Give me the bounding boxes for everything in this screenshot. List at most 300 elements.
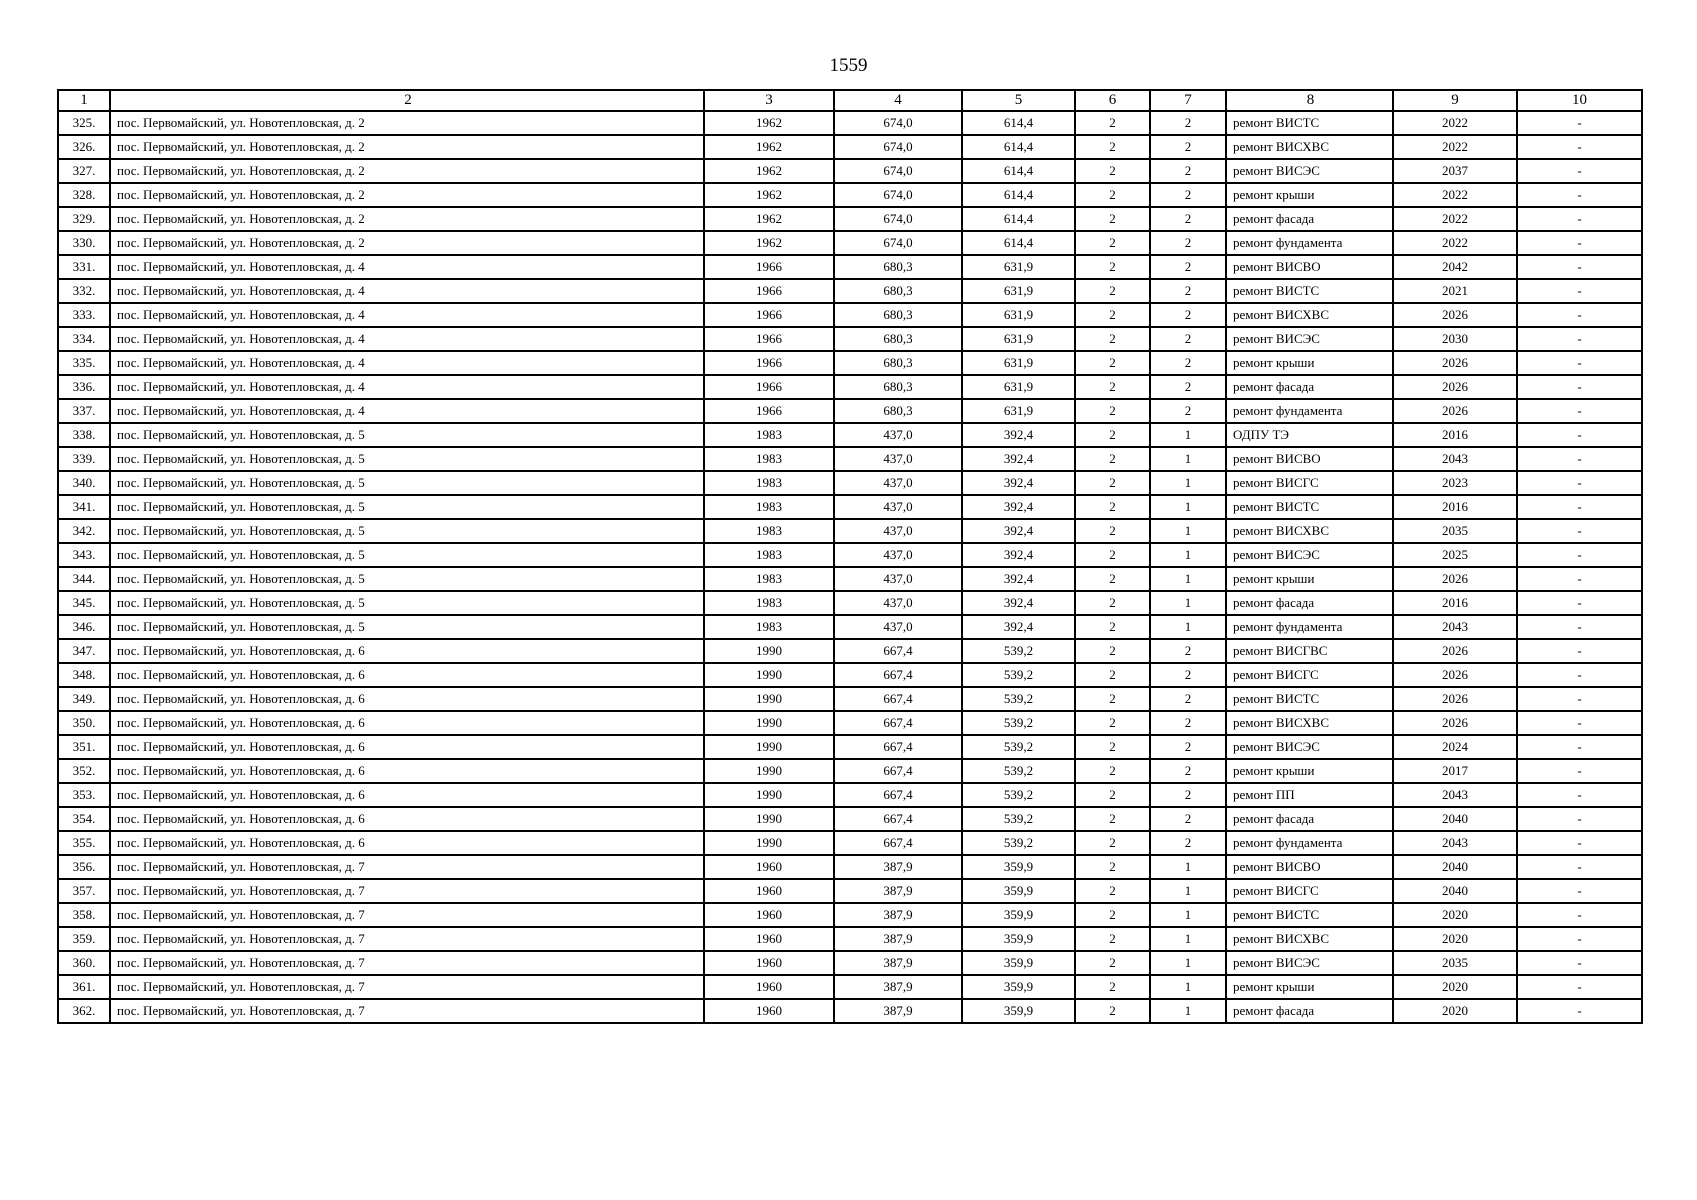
table-row	[58, 783, 1642, 807]
cell-build-year: 1983	[704, 471, 834, 495]
cell-entrances: 2	[1150, 783, 1226, 807]
cell-note: -	[1517, 615, 1642, 639]
cell-entrances: 1	[1150, 543, 1226, 567]
cell-work-type: ремонт ПП	[1226, 783, 1393, 807]
cell-total-area: 437,0	[834, 495, 962, 519]
cell-plan-year: 2020	[1393, 975, 1517, 999]
cell-floors: 2	[1075, 999, 1150, 1023]
cell-work-type: ремонт ВИСТС	[1226, 687, 1393, 711]
cell-address: пос. Первомайский, ул. Новотепловская, д. 7	[110, 927, 704, 951]
table-row	[58, 159, 1642, 183]
table-row	[58, 615, 1642, 639]
cell-work-type: ремонт ВИСЭС	[1226, 543, 1393, 567]
cell-plan-year: 2022	[1393, 183, 1517, 207]
cell-build-year: 1960	[704, 903, 834, 927]
cell-row-number: 327.	[58, 159, 110, 183]
cell-note: -	[1517, 639, 1642, 663]
cell-living-area: 539,2	[962, 759, 1075, 783]
cell-note: -	[1517, 591, 1642, 615]
cell-address: пос. Первомайский, ул. Новотепловская, д. 4	[110, 327, 704, 351]
cell-build-year: 1990	[704, 735, 834, 759]
cell-total-area: 667,4	[834, 687, 962, 711]
cell-address: пос. Первомайский, ул. Новотепловская, д. 5	[110, 423, 704, 447]
cell-note: -	[1517, 111, 1642, 135]
cell-total-area: 437,0	[834, 447, 962, 471]
cell-plan-year: 2026	[1393, 351, 1517, 375]
cell-note: -	[1517, 975, 1642, 999]
cell-build-year: 1983	[704, 591, 834, 615]
cell-plan-year: 2016	[1393, 495, 1517, 519]
table-row	[58, 303, 1642, 327]
cell-plan-year: 2043	[1393, 447, 1517, 471]
table-row	[58, 207, 1642, 231]
cell-living-area: 614,4	[962, 159, 1075, 183]
cell-living-area: 631,9	[962, 351, 1075, 375]
cell-plan-year: 2040	[1393, 855, 1517, 879]
cell-build-year: 1962	[704, 207, 834, 231]
cell-plan-year: 2043	[1393, 831, 1517, 855]
cell-address: пос. Первомайский, ул. Новотепловская, д. 7	[110, 879, 704, 903]
cell-build-year: 1990	[704, 783, 834, 807]
table-row	[58, 759, 1642, 783]
cell-build-year: 1960	[704, 951, 834, 975]
cell-note: -	[1517, 879, 1642, 903]
cell-note: -	[1517, 495, 1642, 519]
cell-work-type: ремонт ВИСВО	[1226, 447, 1393, 471]
cell-row-number: 334.	[58, 327, 110, 351]
cell-plan-year: 2020	[1393, 927, 1517, 951]
cell-plan-year: 2043	[1393, 615, 1517, 639]
cell-plan-year: 2022	[1393, 207, 1517, 231]
cell-row-number: 358.	[58, 903, 110, 927]
cell-row-number: 361.	[58, 975, 110, 999]
column-header-10: 10	[1517, 90, 1642, 111]
cell-note: -	[1517, 687, 1642, 711]
cell-living-area: 539,2	[962, 711, 1075, 735]
cell-entrances: 1	[1150, 999, 1226, 1023]
cell-entrances: 2	[1150, 831, 1226, 855]
cell-build-year: 1983	[704, 519, 834, 543]
cell-row-number: 340.	[58, 471, 110, 495]
table-row	[58, 495, 1642, 519]
cell-work-type: ремонт фасада	[1226, 807, 1393, 831]
column-header-9: 9	[1393, 90, 1517, 111]
table-row	[58, 639, 1642, 663]
cell-living-area: 631,9	[962, 375, 1075, 399]
cell-work-type: ремонт ВИСХВС	[1226, 711, 1393, 735]
cell-living-area: 631,9	[962, 255, 1075, 279]
cell-build-year: 1990	[704, 759, 834, 783]
cell-entrances: 2	[1150, 687, 1226, 711]
cell-entrances: 1	[1150, 447, 1226, 471]
cell-entrances: 2	[1150, 375, 1226, 399]
cell-note: -	[1517, 327, 1642, 351]
cell-address: пос. Первомайский, ул. Новотепловская, д. 6	[110, 783, 704, 807]
cell-living-area: 359,9	[962, 999, 1075, 1023]
cell-floors: 2	[1075, 807, 1150, 831]
cell-address: пос. Первомайский, ул. Новотепловская, д. 7	[110, 951, 704, 975]
table-row	[58, 591, 1642, 615]
table-row	[58, 183, 1642, 207]
cell-floors: 2	[1075, 351, 1150, 375]
cell-total-area: 667,4	[834, 831, 962, 855]
cell-note: -	[1517, 831, 1642, 855]
cell-work-type: ремонт ВИСТС	[1226, 279, 1393, 303]
cell-plan-year: 2022	[1393, 135, 1517, 159]
column-header-1: 1	[58, 90, 110, 111]
cell-build-year: 1966	[704, 399, 834, 423]
cell-living-area: 631,9	[962, 399, 1075, 423]
cell-floors: 2	[1075, 735, 1150, 759]
cell-work-type: ремонт ВИСТС	[1226, 111, 1393, 135]
cell-row-number: 346.	[58, 615, 110, 639]
cell-note: -	[1517, 207, 1642, 231]
cell-note: -	[1517, 735, 1642, 759]
column-header-4: 4	[834, 90, 962, 111]
cell-address: пос. Первомайский, ул. Новотепловская, д. 5	[110, 447, 704, 471]
cell-entrances: 2	[1150, 351, 1226, 375]
table-row	[58, 519, 1642, 543]
cell-note: -	[1517, 423, 1642, 447]
cell-note: -	[1517, 543, 1642, 567]
cell-row-number: 349.	[58, 687, 110, 711]
cell-living-area: 539,2	[962, 663, 1075, 687]
cell-living-area: 539,2	[962, 639, 1075, 663]
cell-row-number: 325.	[58, 111, 110, 135]
cell-entrances: 2	[1150, 183, 1226, 207]
cell-work-type: ремонт ВИСЭС	[1226, 327, 1393, 351]
cell-total-area: 674,0	[834, 183, 962, 207]
cell-row-number: 335.	[58, 351, 110, 375]
cell-plan-year: 2021	[1393, 279, 1517, 303]
cell-address: пос. Первомайский, ул. Новотепловская, д. 6	[110, 759, 704, 783]
cell-living-area: 392,4	[962, 519, 1075, 543]
cell-address: пос. Первомайский, ул. Новотепловская, д. 6	[110, 639, 704, 663]
cell-floors: 2	[1075, 711, 1150, 735]
cell-plan-year: 2026	[1393, 567, 1517, 591]
cell-living-area: 359,9	[962, 879, 1075, 903]
cell-plan-year: 2026	[1393, 303, 1517, 327]
cell-total-area: 387,9	[834, 855, 962, 879]
cell-note: -	[1517, 663, 1642, 687]
cell-work-type: ремонт ВИСГС	[1226, 471, 1393, 495]
cell-row-number: 331.	[58, 255, 110, 279]
cell-note: -	[1517, 999, 1642, 1023]
cell-work-type: ремонт фасада	[1226, 591, 1393, 615]
cell-living-area: 392,4	[962, 615, 1075, 639]
cell-build-year: 1962	[704, 231, 834, 255]
cell-living-area: 392,4	[962, 543, 1075, 567]
table-row	[58, 231, 1642, 255]
cell-address: пос. Первомайский, ул. Новотепловская, д. 5	[110, 543, 704, 567]
cell-total-area: 680,3	[834, 351, 962, 375]
cell-work-type: ремонт крыши	[1226, 351, 1393, 375]
cell-address: пос. Первомайский, ул. Новотепловская, д. 6	[110, 711, 704, 735]
cell-address: пос. Первомайский, ул. Новотепловская, д. 6	[110, 735, 704, 759]
cell-floors: 2	[1075, 567, 1150, 591]
cell-floors: 2	[1075, 615, 1150, 639]
cell-build-year: 1983	[704, 447, 834, 471]
repair-schedule-table	[57, 89, 1643, 1024]
cell-address: пос. Первомайский, ул. Новотепловская, д. 5	[110, 519, 704, 543]
cell-row-number: 328.	[58, 183, 110, 207]
cell-note: -	[1517, 567, 1642, 591]
cell-work-type: ремонт ВИСТС	[1226, 495, 1393, 519]
cell-total-area: 667,4	[834, 663, 962, 687]
cell-build-year: 1960	[704, 879, 834, 903]
cell-floors: 2	[1075, 279, 1150, 303]
cell-work-type: ремонт ВИСГВС	[1226, 639, 1393, 663]
cell-work-type: ремонт ВИСГС	[1226, 879, 1393, 903]
cell-build-year: 1990	[704, 687, 834, 711]
table-row	[58, 351, 1642, 375]
cell-plan-year: 2026	[1393, 687, 1517, 711]
cell-note: -	[1517, 951, 1642, 975]
cell-floors: 2	[1075, 543, 1150, 567]
cell-build-year: 1990	[704, 663, 834, 687]
cell-floors: 2	[1075, 231, 1150, 255]
cell-build-year: 1962	[704, 111, 834, 135]
cell-living-area: 539,2	[962, 687, 1075, 711]
cell-note: -	[1517, 471, 1642, 495]
table-row	[58, 543, 1642, 567]
cell-build-year: 1983	[704, 567, 834, 591]
cell-entrances: 2	[1150, 207, 1226, 231]
cell-entrances: 2	[1150, 231, 1226, 255]
cell-build-year: 1966	[704, 327, 834, 351]
cell-build-year: 1962	[704, 135, 834, 159]
cell-total-area: 667,4	[834, 783, 962, 807]
cell-living-area: 631,9	[962, 327, 1075, 351]
cell-entrances: 1	[1150, 519, 1226, 543]
cell-entrances: 1	[1150, 951, 1226, 975]
cell-work-type: ремонт крыши	[1226, 567, 1393, 591]
cell-living-area: 614,4	[962, 231, 1075, 255]
cell-plan-year: 2016	[1393, 591, 1517, 615]
cell-work-type: ремонт крыши	[1226, 975, 1393, 999]
cell-row-number: 330.	[58, 231, 110, 255]
cell-build-year: 1990	[704, 639, 834, 663]
cell-work-type: ремонт ВИСЭС	[1226, 951, 1393, 975]
cell-entrances: 1	[1150, 423, 1226, 447]
cell-floors: 2	[1075, 303, 1150, 327]
cell-plan-year: 2042	[1393, 255, 1517, 279]
cell-row-number: 345.	[58, 591, 110, 615]
cell-build-year: 1960	[704, 927, 834, 951]
cell-build-year: 1960	[704, 999, 834, 1023]
cell-build-year: 1990	[704, 711, 834, 735]
cell-row-number: 354.	[58, 807, 110, 831]
table-row	[58, 111, 1642, 135]
cell-work-type: ремонт ВИСХВС	[1226, 135, 1393, 159]
cell-address: пос. Первомайский, ул. Новотепловская, д. 2	[110, 159, 704, 183]
cell-entrances: 2	[1150, 279, 1226, 303]
cell-work-type: ремонт ВИСВО	[1226, 855, 1393, 879]
cell-row-number: 352.	[58, 759, 110, 783]
cell-total-area: 667,4	[834, 639, 962, 663]
column-header-6: 6	[1075, 90, 1150, 111]
cell-work-type: ремонт фундамента	[1226, 831, 1393, 855]
cell-address: пос. Первомайский, ул. Новотепловская, д. 7	[110, 999, 704, 1023]
cell-plan-year: 2020	[1393, 999, 1517, 1023]
cell-entrances: 1	[1150, 615, 1226, 639]
table-row	[58, 327, 1642, 351]
cell-row-number: 341.	[58, 495, 110, 519]
cell-total-area: 437,0	[834, 567, 962, 591]
cell-build-year: 1966	[704, 375, 834, 399]
cell-total-area: 387,9	[834, 879, 962, 903]
cell-entrances: 1	[1150, 975, 1226, 999]
cell-total-area: 437,0	[834, 423, 962, 447]
cell-living-area: 539,2	[962, 783, 1075, 807]
cell-total-area: 667,4	[834, 759, 962, 783]
cell-plan-year: 2040	[1393, 807, 1517, 831]
cell-plan-year: 2020	[1393, 903, 1517, 927]
table-row	[58, 375, 1642, 399]
cell-living-area: 539,2	[962, 831, 1075, 855]
column-header-8: 8	[1226, 90, 1393, 111]
cell-floors: 2	[1075, 855, 1150, 879]
cell-build-year: 1983	[704, 423, 834, 447]
cell-row-number: 339.	[58, 447, 110, 471]
cell-note: -	[1517, 399, 1642, 423]
header-row	[58, 90, 1642, 111]
cell-plan-year: 2026	[1393, 711, 1517, 735]
cell-row-number: 359.	[58, 927, 110, 951]
cell-address: пос. Первомайский, ул. Новотепловская, д. 6	[110, 807, 704, 831]
cell-build-year: 1983	[704, 615, 834, 639]
cell-entrances: 2	[1150, 807, 1226, 831]
table-row	[58, 255, 1642, 279]
cell-work-type: ремонт фасада	[1226, 207, 1393, 231]
cell-build-year: 1990	[704, 807, 834, 831]
cell-note: -	[1517, 711, 1642, 735]
cell-living-area: 631,9	[962, 279, 1075, 303]
table-row	[58, 927, 1642, 951]
cell-total-area: 437,0	[834, 543, 962, 567]
cell-note: -	[1517, 183, 1642, 207]
cell-total-area: 387,9	[834, 999, 962, 1023]
cell-address: пос. Первомайский, ул. Новотепловская, д. 2	[110, 207, 704, 231]
cell-address: пос. Первомайский, ул. Новотепловская, д. 5	[110, 495, 704, 519]
cell-floors: 2	[1075, 159, 1150, 183]
cell-floors: 2	[1075, 831, 1150, 855]
cell-total-area: 387,9	[834, 951, 962, 975]
cell-work-type: ремонт фасада	[1226, 375, 1393, 399]
column-header-2: 2	[110, 90, 704, 111]
cell-total-area: 667,4	[834, 807, 962, 831]
cell-floors: 2	[1075, 399, 1150, 423]
cell-address: пос. Первомайский, ул. Новотепловская, д. 4	[110, 303, 704, 327]
cell-entrances: 2	[1150, 327, 1226, 351]
cell-floors: 2	[1075, 135, 1150, 159]
table-row	[58, 663, 1642, 687]
cell-total-area: 387,9	[834, 927, 962, 951]
cell-floors: 2	[1075, 375, 1150, 399]
cell-work-type: ремонт ВИСХВС	[1226, 519, 1393, 543]
cell-floors: 2	[1075, 447, 1150, 471]
table-row	[58, 447, 1642, 471]
column-header-5: 5	[962, 90, 1075, 111]
cell-floors: 2	[1075, 903, 1150, 927]
cell-living-area: 539,2	[962, 807, 1075, 831]
table-row	[58, 999, 1642, 1023]
cell-work-type: ремонт фасада	[1226, 999, 1393, 1023]
cell-floors: 2	[1075, 255, 1150, 279]
cell-work-type: ремонт ВИСХВС	[1226, 927, 1393, 951]
cell-total-area: 674,0	[834, 111, 962, 135]
cell-row-number: 344.	[58, 567, 110, 591]
cell-row-number: 329.	[58, 207, 110, 231]
cell-work-type: ремонт крыши	[1226, 183, 1393, 207]
cell-note: -	[1517, 303, 1642, 327]
cell-living-area: 359,9	[962, 903, 1075, 927]
cell-row-number: 351.	[58, 735, 110, 759]
cell-row-number: 342.	[58, 519, 110, 543]
cell-living-area: 392,4	[962, 495, 1075, 519]
cell-plan-year: 2023	[1393, 471, 1517, 495]
cell-floors: 2	[1075, 183, 1150, 207]
cell-work-type: ремонт ВИСГС	[1226, 663, 1393, 687]
column-header-3: 3	[704, 90, 834, 111]
table-row	[58, 807, 1642, 831]
cell-floors: 2	[1075, 471, 1150, 495]
column-header-7: 7	[1150, 90, 1226, 111]
table-row	[58, 567, 1642, 591]
cell-row-number: 332.	[58, 279, 110, 303]
cell-floors: 2	[1075, 759, 1150, 783]
cell-build-year: 1966	[704, 279, 834, 303]
cell-plan-year: 2040	[1393, 879, 1517, 903]
cell-entrances: 1	[1150, 903, 1226, 927]
cell-note: -	[1517, 447, 1642, 471]
cell-living-area: 359,9	[962, 975, 1075, 999]
cell-living-area: 359,9	[962, 927, 1075, 951]
cell-plan-year: 2022	[1393, 111, 1517, 135]
cell-entrances: 2	[1150, 255, 1226, 279]
cell-build-year: 1983	[704, 495, 834, 519]
cell-work-type: ремонт крыши	[1226, 759, 1393, 783]
cell-row-number: 357.	[58, 879, 110, 903]
cell-floors: 2	[1075, 927, 1150, 951]
cell-row-number: 360.	[58, 951, 110, 975]
cell-living-area: 359,9	[962, 951, 1075, 975]
cell-plan-year: 2022	[1393, 231, 1517, 255]
cell-address: пос. Первомайский, ул. Новотепловская, д. 7	[110, 855, 704, 879]
cell-living-area: 359,9	[962, 855, 1075, 879]
cell-work-type: ремонт ВИСВО	[1226, 255, 1393, 279]
table-row	[58, 471, 1642, 495]
cell-living-area: 392,4	[962, 423, 1075, 447]
cell-work-type: ремонт ВИСХВС	[1226, 303, 1393, 327]
cell-entrances: 1	[1150, 495, 1226, 519]
cell-plan-year: 2035	[1393, 519, 1517, 543]
cell-row-number: 343.	[58, 543, 110, 567]
cell-row-number: 337.	[58, 399, 110, 423]
cell-build-year: 1960	[704, 855, 834, 879]
cell-plan-year: 2035	[1393, 951, 1517, 975]
cell-floors: 2	[1075, 111, 1150, 135]
cell-note: -	[1517, 759, 1642, 783]
cell-note: -	[1517, 783, 1642, 807]
cell-build-year: 1990	[704, 831, 834, 855]
cell-address: пос. Первомайский, ул. Новотепловская, д. 6	[110, 687, 704, 711]
cell-note: -	[1517, 351, 1642, 375]
table-row	[58, 423, 1642, 447]
cell-total-area: 387,9	[834, 975, 962, 999]
cell-entrances: 2	[1150, 303, 1226, 327]
cell-note: -	[1517, 255, 1642, 279]
